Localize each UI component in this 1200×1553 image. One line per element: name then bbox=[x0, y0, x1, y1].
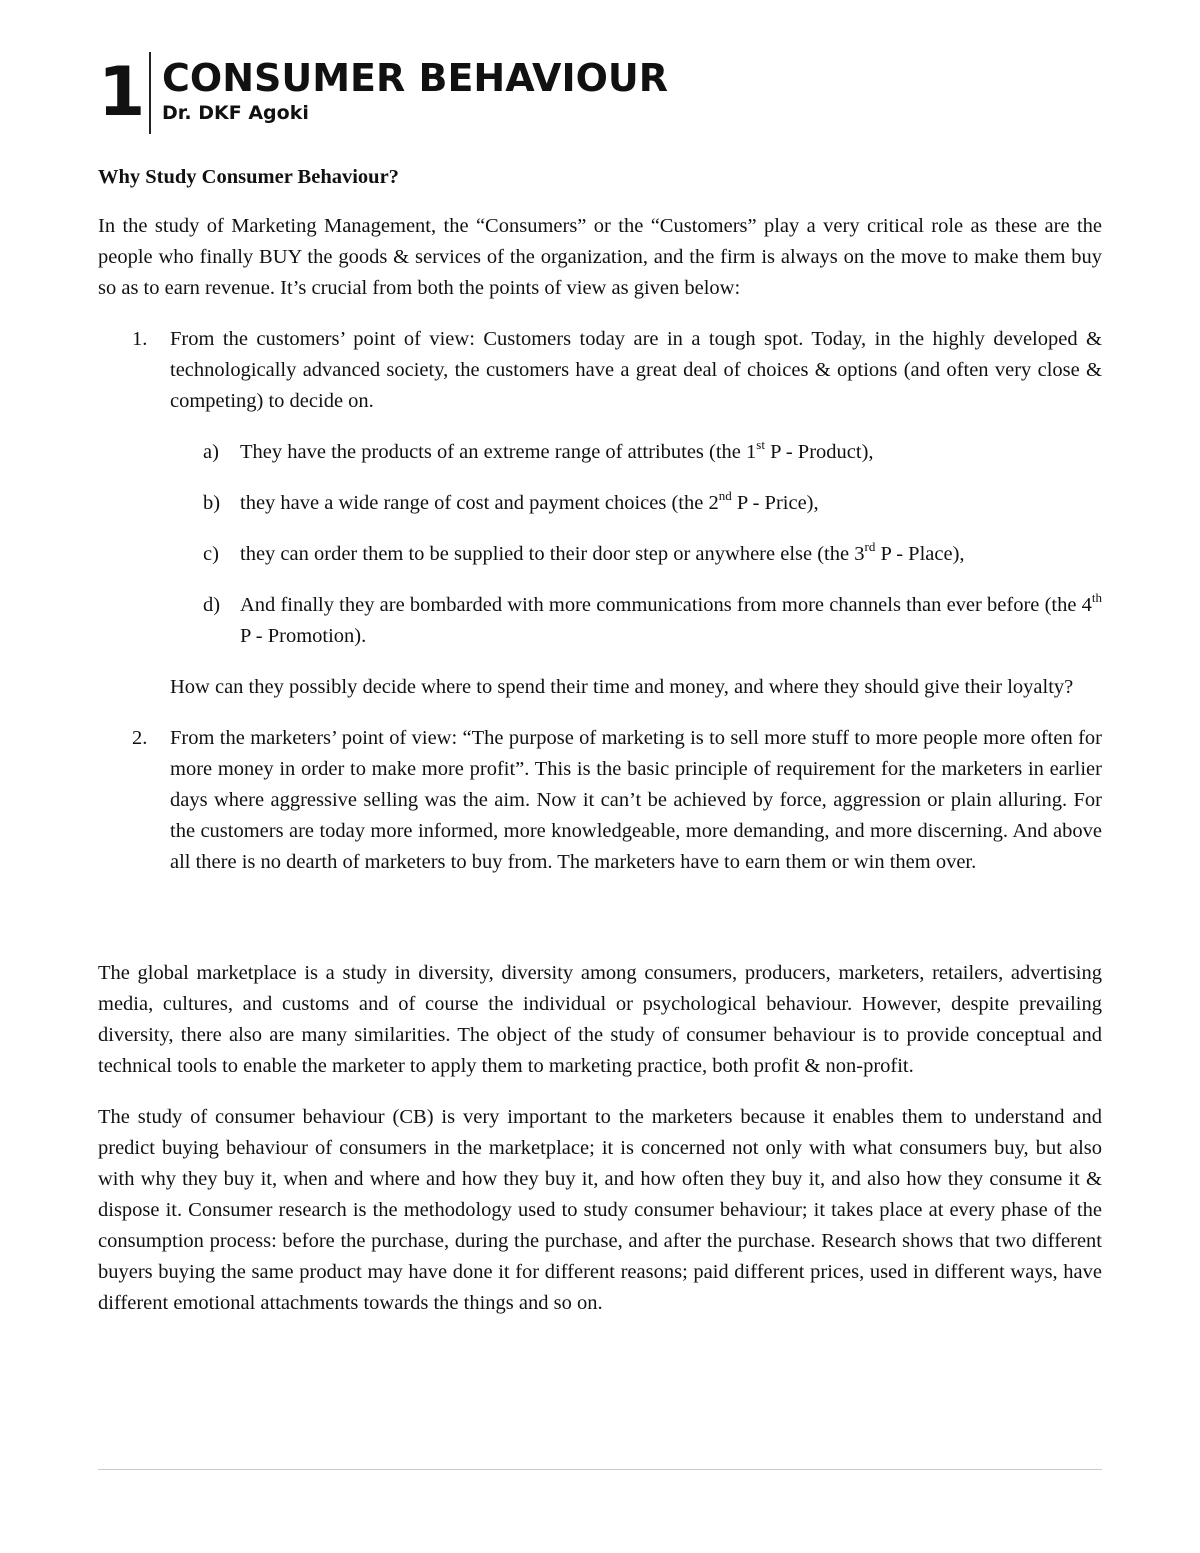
sub-item-text-end: P - Product), bbox=[764, 441, 874, 463]
sub-item-letter: d) bbox=[203, 594, 221, 616]
numbered-item-text: From the customers’ point of view: Customers today are in a tough spot. Today, in the highly developed & technologically advanced society, the customers have a great deal of choices & options (and often very close & competing) to decide on. bbox=[170, 328, 1102, 412]
global-marketplace-paragraph: The global marketplace is a study in diversity, diversity among consumers, producers, marketers, retailers, advertising media, cultures, and customs and of course the individual or psychological behaviour. However, despite prevailing diversity, there also are many similarities. The object of the study of consumer behaviour is to provide conceptual and technical tools to enable the marketer to apply them to marketing practice, both profit & non-profit. bbox=[98, 962, 1102, 1077]
sub-item-text bbox=[240, 488, 1102, 519]
list-number: 1. bbox=[132, 328, 148, 350]
ordinal-suffix: nd bbox=[718, 488, 732, 504]
chapter-number: 1 bbox=[98, 53, 146, 132]
chapter-title: CONSUMER BEHAVIOUR bbox=[162, 56, 669, 100]
footer-divider bbox=[98, 1469, 1102, 1470]
sub-item-text-start: They have the products of an extreme range of attributes (the 1 bbox=[240, 441, 757, 463]
sub-item-text-start: they have a wide range of cost and payment choices (the 2 bbox=[240, 492, 719, 514]
sub-item-b bbox=[98, 488, 1102, 519]
header-divider bbox=[149, 52, 151, 134]
sub-item-letter: b) bbox=[203, 492, 221, 514]
sub-item-text bbox=[240, 539, 1102, 570]
sub-item-text bbox=[240, 437, 1102, 468]
section-heading: Why Study Consumer Behaviour? bbox=[98, 166, 399, 188]
spacer bbox=[98, 898, 1102, 958]
sub-item-text-end: P - Promotion). bbox=[240, 625, 367, 647]
list-number: 2. bbox=[132, 727, 148, 749]
sub-item-text bbox=[240, 590, 1102, 652]
ordinal-suffix: st bbox=[756, 437, 765, 453]
numbered-item-2 bbox=[98, 723, 1102, 878]
sub-item-text-start: they can order them to be supplied to their door step or anywhere else (the 3 bbox=[240, 543, 865, 565]
sub-item-a bbox=[98, 437, 1102, 468]
intro-paragraph: In the study of Marketing Management, the “Consumers” or the “Customers” play a very critical role as these are the people who finally BUY the goods & services of the organization, and the firm is always on the move to make them buy so as to earn revenue. It’s crucial from both the points of view as given below: bbox=[98, 215, 1102, 299]
ordinal-suffix: th bbox=[1091, 590, 1102, 606]
sub-item-letter: c) bbox=[203, 543, 219, 565]
loyalty-question: How can they possibly decide where to spend their time and money, and where they should give their loyalty? bbox=[170, 676, 1074, 698]
numbered-item-text: From the marketers’ point of view: “The purpose of marketing is to sell more stuff to more people more often for more money in order to make more profit”. This is the basic principle of requirement for the marketers in earlier days where aggressive selling was the aim. Now it can’t be achieved by force, aggression or plain alluring. For the customers are today more informed, more knowledgeable, more demanding, and more discerning. And above all there is no dearth of marketers to buy from. The marketers have to earn them or win them over. bbox=[170, 727, 1102, 873]
document-body bbox=[98, 162, 1102, 1339]
sub-item-text-end: P - Price), bbox=[731, 492, 819, 514]
sub-item-text-start: And finally they are bombarded with more communications from more channels than ever before (the 4 bbox=[240, 594, 1092, 616]
sub-item-letter: a) bbox=[203, 441, 219, 463]
chapter-author: Dr. DKF Agoki bbox=[162, 102, 309, 124]
consumer-behaviour-paragraph: The study of consumer behaviour (CB) is very important to the marketers because it enables them to understand and predict buying behaviour of consumers in the marketplace; it is concerned not only with what consumers buy, but also with why they buy it, when and where and how they buy it, and how often they buy it, and also how they consume it & dispose it. Consumer research is the methodology used to study consumer behaviour; it takes place at every phase of the consumption process: before the purchase, during the purchase, and after the purchase. Research shows that two different buyers buying the same product may have done it for different reasons; paid different prices, used in different ways, have different emotional attachments towards the things and so on. bbox=[98, 1106, 1102, 1314]
numbered-item-1 bbox=[98, 324, 1102, 417]
sub-item-c bbox=[98, 539, 1102, 570]
ordinal-suffix: rd bbox=[864, 539, 876, 555]
sub-item-d bbox=[98, 590, 1102, 652]
sub-item-text-end: P - Place), bbox=[875, 543, 965, 565]
